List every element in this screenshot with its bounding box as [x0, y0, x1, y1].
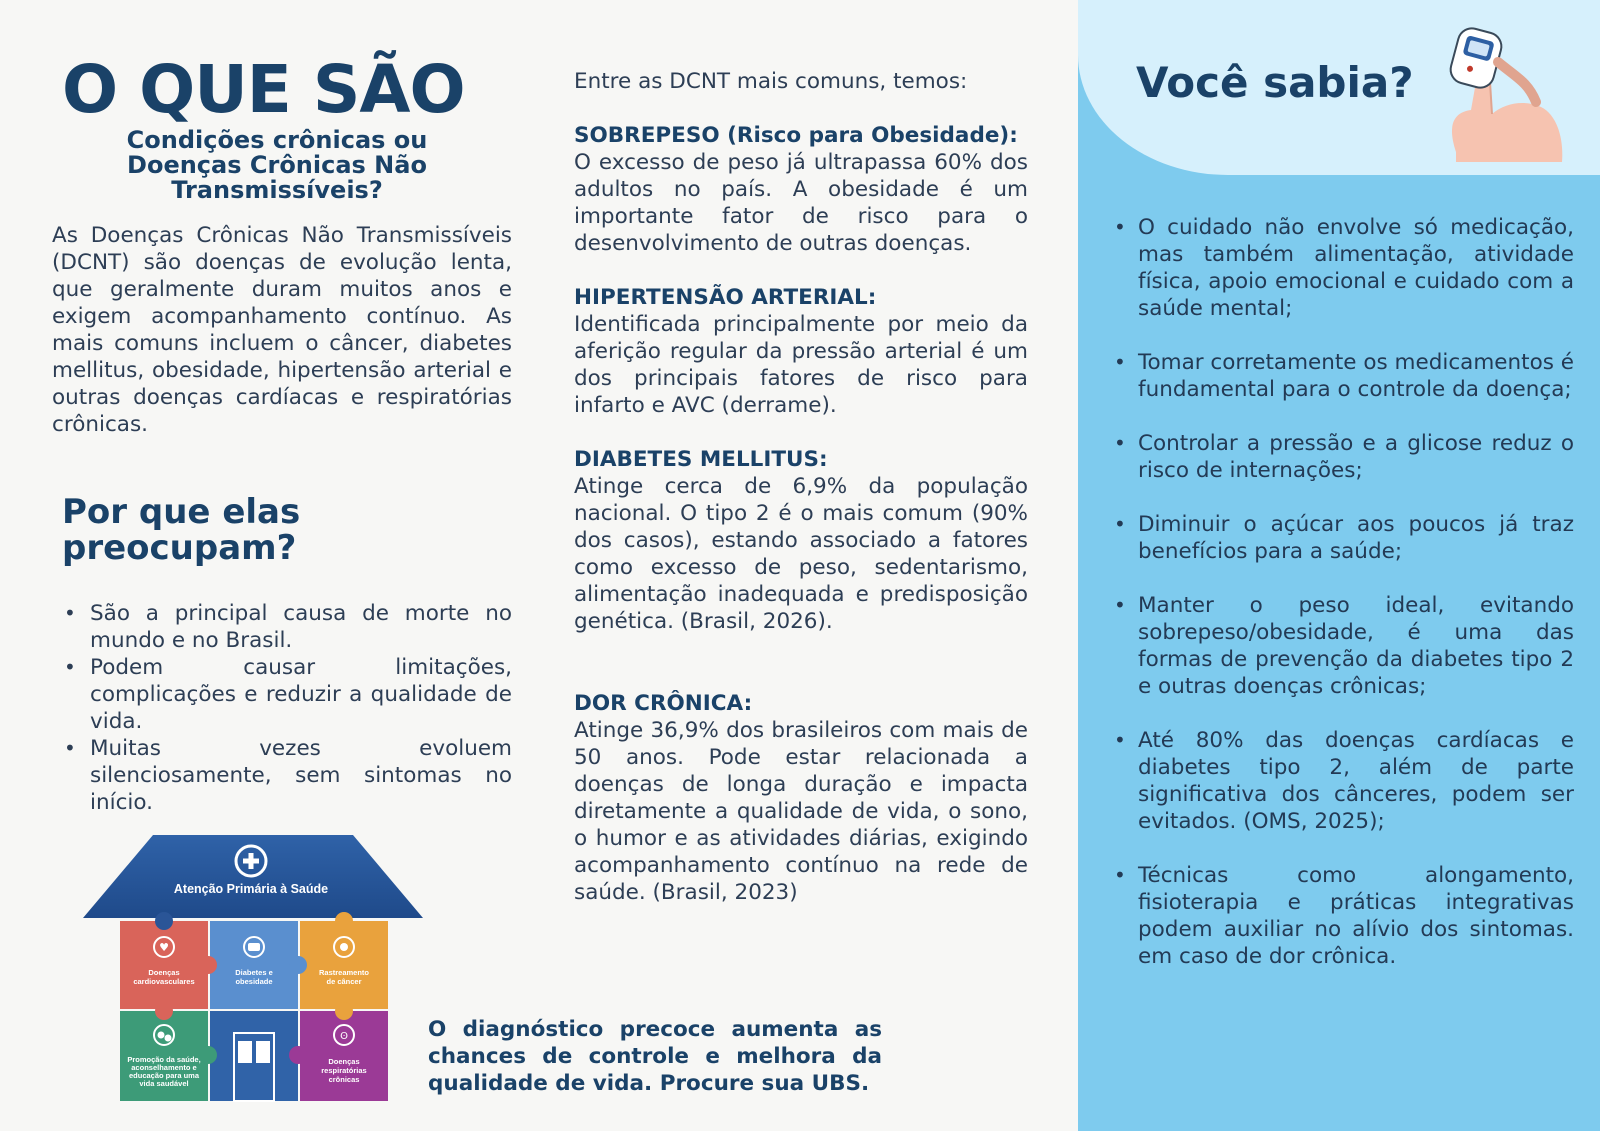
dcnt-item-text: Identificada principalmente por meio da aferição regular da pressão arterial é um dos principais fatores de risco para infarto e AVC (derrame). — [574, 312, 1028, 418]
dcnt-item-text: Atinge 36,9% dos brasileiros com mais de 50 anos. Pode estar relacionada a doenças de longa duração e impacta diretamente a qualidade de vida, o sono, o humor e as atividades diárias, exigindo acompanhamento contínuo na rede de saúde. (Brasil, 2023) — [574, 718, 1028, 905]
cta-message: O diagnóstico precoce aumenta as chances de controle e melhora da qualidade de vida. Procure sua UBS. — [428, 1017, 882, 1096]
intro-paragraph: As Doenças Crônicas Não Transmissíveis (DCNT) são doenças de evolução lenta, que geralmente duram muitos anos e exigem acompanhamento contínuo. As mais comuns incluem o câncer, diabetes mellitus, obesidade, hipertensão arterial e outras doenças cardíacas e respiratórias crônicas. — [52, 223, 512, 437]
tile-label: Promoção da saúde, — [127, 1055, 201, 1064]
ribbon-glyph — [340, 943, 348, 951]
puzzle-knob — [335, 912, 353, 930]
tile-label: crônicas — [328, 1075, 360, 1084]
why-item: • São a principal causa de morte no mundo e no Brasil. — [90, 600, 512, 654]
tile-cancer — [300, 921, 388, 1009]
tile-label: obesidade — [235, 977, 273, 986]
tile-diabetes — [210, 921, 298, 1009]
tile-label: educação para uma — [128, 1071, 200, 1080]
did-you-know-list — [1112, 214, 1574, 997]
dcnt-item-title: SOBREPESO (Risco para Obesidade): — [574, 123, 1018, 148]
people-glyph — [165, 1035, 172, 1042]
puzzle-knob — [289, 956, 307, 974]
tile-label: Diabetes e — [235, 968, 273, 977]
dcnt-item-text: O excesso de peso já ultrapassa 60% dos adultos no país. A obesidade é um importante fator de risco para o desenvolvimento de outras doenças. — [574, 150, 1028, 256]
page-subtitle: Condições crônicas ou Doenças Crônicas Não Transmissíveis? — [126, 126, 428, 204]
puzzle-knob — [289, 1046, 307, 1064]
page-title: O QUE SÃO — [62, 51, 465, 128]
did-you-know-item: • Técnicas como alongamento, fisioterapia e práticas integrativas podem auxiliar no alívio dos sintomas. em caso de dor crônica. — [1138, 862, 1574, 970]
door-window — [238, 1041, 252, 1063]
dcnt-intro: Entre as DCNT mais comuns, temos: — [574, 69, 968, 94]
dcnt-item-diabetes — [574, 446, 1028, 635]
puzzle-knob — [199, 956, 217, 974]
puzzle-knob — [199, 1046, 217, 1064]
glucometer-hand-icon — [1436, 22, 1566, 162]
puzzle-knob — [335, 1002, 353, 1020]
tile-label: respiratórias — [321, 1066, 367, 1075]
tile-label: vida saudável — [139, 1079, 189, 1088]
lungs-glyph: ʘ — [340, 1031, 348, 1042]
dcnt-item-text: Atinge cerca de 6,9% da população nacional. O tipo 2 é o mais comum (90% dos casos), estando associado a fatores como excesso de peso, sedentarismo, alimentação inadequada e predisposição genética. (Brasil, 2026). — [574, 474, 1028, 634]
tile-label: aconselhamento e — [131, 1063, 197, 1072]
house-roof-label: Atenção Primária à Saúde — [173, 882, 329, 896]
tile-door — [210, 1011, 298, 1101]
door-window — [256, 1041, 270, 1063]
dcnt-item-title: DIABETES MELLITUS: — [574, 447, 828, 472]
dcnt-item-chronic-pain — [574, 690, 1028, 906]
why-item: • Muitas vezes evoluem silenciosamente, sem sintomas no início. — [90, 735, 512, 816]
why-list — [52, 600, 512, 816]
did-you-know-item: • Até 80% das doenças cardíacas e diabetes tipo 2, além de parte significativa dos cânceres, podem ser evitados. (OMS, 2025); — [1138, 727, 1574, 835]
tile-label: cardiovasculares — [133, 977, 195, 986]
did-you-know-item: • Tomar corretamente os medicamentos é fundamental para o controle da doença; — [1138, 349, 1574, 403]
dcnt-item-title: HIPERTENSÃO ARTERIAL: — [574, 285, 877, 310]
tile-label: Rastreamento — [318, 968, 370, 977]
did-you-know-item: • O cuidado não envolve só medicação, mas também alimentação, atividade física, apoio emocional e cuidado com a saúde mental; — [1138, 214, 1574, 322]
why-heading: Por que elas preocupam? — [62, 492, 301, 568]
why-item: • Podem causar limitações, complicações e reduzir a qualidade de vida. — [90, 654, 512, 735]
dcnt-item-title: DOR CRÔNICA: — [574, 691, 753, 716]
dcnt-item-hypertension — [574, 284, 1028, 419]
tile-label: de câncer — [326, 977, 362, 986]
primary-care-house-illustration — [78, 835, 428, 1105]
did-you-know-item: • Diminuir o açúcar aos poucos já traz benefícios para a saúde; — [1138, 511, 1574, 565]
did-you-know-item: • Manter o peso ideal, evitando sobrepeso/obesidade, é uma das formas de prevenção da diabetes tipo 2 e outras doenças crônicas; — [1138, 592, 1574, 700]
dcnt-item-overweight — [574, 122, 1028, 257]
tile-cardiovascular — [120, 921, 208, 1009]
puzzle-knob — [155, 912, 173, 930]
people-glyph — [158, 1032, 165, 1039]
scale-glyph — [248, 943, 260, 951]
did-you-know-item: • Controlar a pressão e a glicose reduz o risco de internações; — [1138, 430, 1574, 484]
tile-label: Doenças — [328, 1057, 360, 1066]
did-you-know-heading: Você sabia? — [1136, 58, 1414, 107]
tile-label: Doenças — [148, 968, 180, 977]
heart-glyph: ♥ — [159, 941, 169, 954]
puzzle-knob — [155, 1002, 173, 1020]
